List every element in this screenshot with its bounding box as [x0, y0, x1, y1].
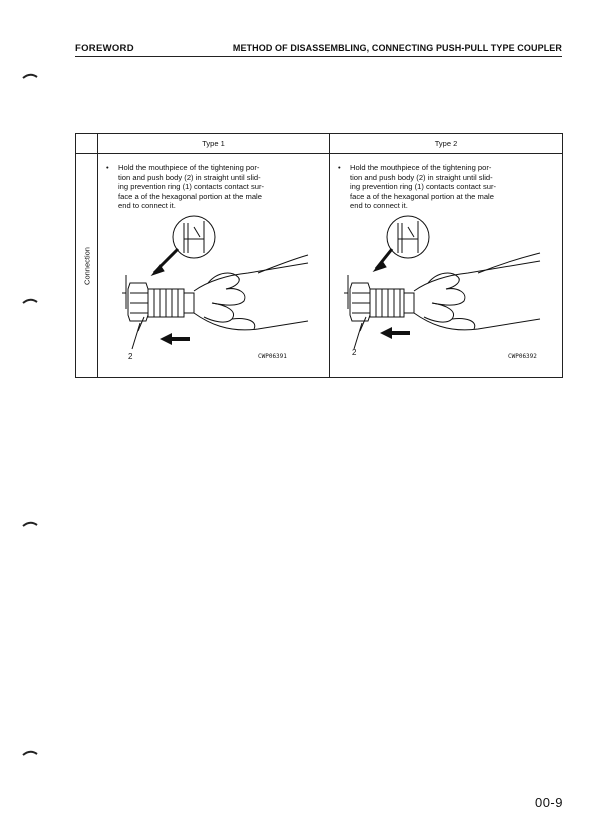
type1-instruction: [106, 163, 319, 211]
header-rule: [75, 56, 562, 57]
header-title: METHOD OF DISASSEMBLING, CONNECTING PUSH-PULL TYPE COUPLER: [232, 43, 562, 53]
table-header-row: [76, 134, 563, 154]
type1-coupler-figure: [108, 213, 320, 363]
callout-body: 2: [352, 347, 357, 357]
type1-cell: [98, 154, 330, 378]
binding-mark: [22, 750, 38, 756]
page-number: 00-9: [534, 795, 563, 810]
connection-table: [75, 133, 563, 378]
figure-code-type1: CWP06391: [258, 352, 287, 360]
callout-body: 2: [128, 351, 133, 361]
row-label: Connection: [82, 246, 91, 285]
column-heading-type2: Type 2: [330, 134, 563, 154]
corner-cell: [76, 134, 98, 154]
figure-code-type2: CWP06392: [508, 352, 537, 360]
row-label-cell: [76, 154, 98, 378]
binding-mark: [22, 521, 38, 527]
bullet-icon: •: [338, 163, 341, 172]
column-heading-type1: Type 1: [98, 134, 330, 154]
binding-mark: [22, 73, 38, 79]
binding-mark: [22, 298, 38, 304]
type1-instruction-text: Hold the mouthpiece of the tightening por- tion and push body (2) in straight until slid- ing prevention ring (1) contacts contact sur- face a of the hexagonal portion at the male end to connect it.: [118, 163, 265, 211]
bullet-icon: •: [106, 163, 109, 172]
type2-coupler-figure: [340, 213, 552, 363]
type2-cell: [330, 154, 563, 378]
type2-instruction-text: Hold the mouthpiece of the tightening por- tion and push body (2) in straight until slid- ing prevention ring (1) contacts contact sur- face a of the hexagonal portion at the male end to connect it.: [350, 163, 497, 211]
header-section: FOREWORD: [75, 43, 134, 54]
table-row-connection: [76, 154, 563, 378]
type2-instruction: [338, 163, 552, 211]
